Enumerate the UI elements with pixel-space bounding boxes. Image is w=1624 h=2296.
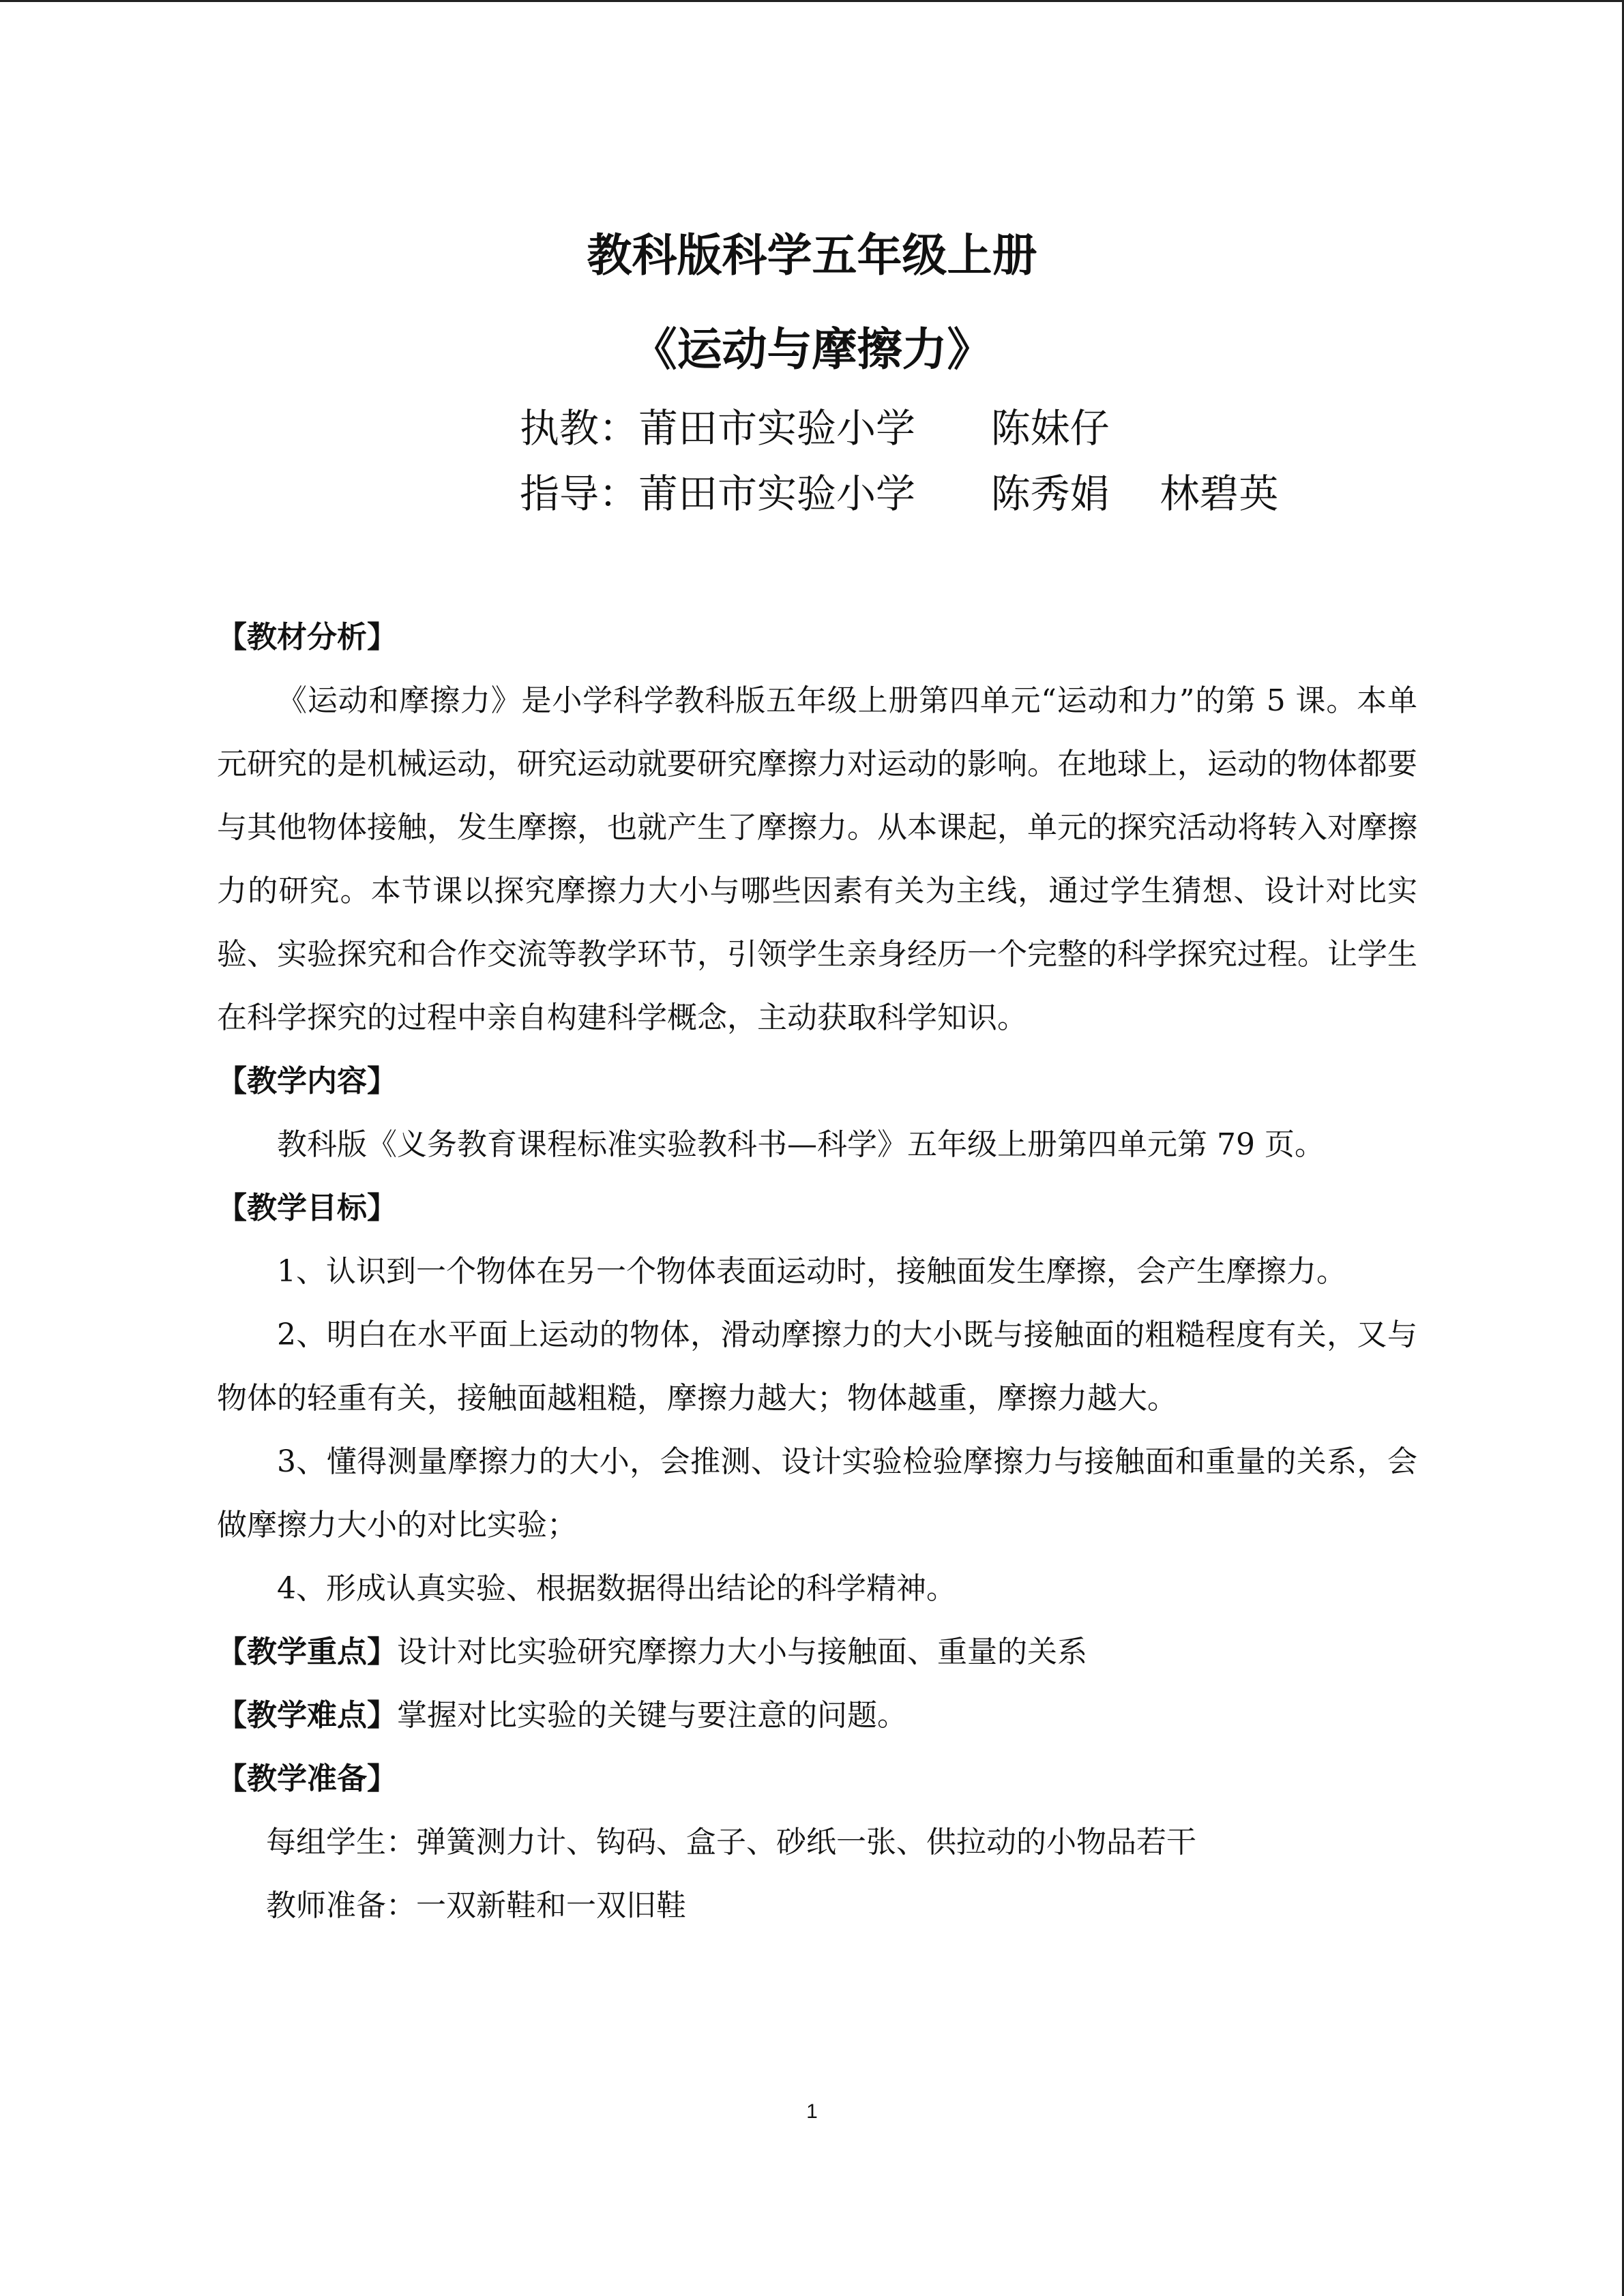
difficulty-text: 掌握对比实验的关键与要注意的问题。	[397, 1698, 907, 1733]
objective-item: 1、认识到一个物体在另一个物体表面运动时，接触面发生摩擦，会产生摩擦力。	[277, 1254, 1346, 1289]
analysis-paragraph: 《运动和摩擦力》是小学科学教科版五年级上册第四单元“运动和力”的第 5 课。本单元研究的是机械运动，研究运动就要研究摩擦力对运动的影响。在地球上，运动的物体都要与其他物体接触，发生摩擦，也就产生了摩擦力。从本课起，单元的探究活动将转入对摩擦力的研究。本节课以探究摩擦力大小与哪些因素有关为主线，通过学生猜想、设计对比实验、实验探究和合作交流等教学环节，引领学生亲身经历一个完整的科学探究过程。让学生在科学探究的过程中亲自构建科学概念，主动获取科学知识。	[217, 683, 1417, 1035]
content-paragraph: 教科版《义务教育课程标准实验教科书—科学》五年级上册第四单元第 79 页。	[277, 1127, 1325, 1162]
teacher-credit: 执教：莆田市实验小学 陈妹仔	[520, 405, 1110, 451]
preparation-item: 教师准备：一双新鞋和一双旧鞋	[266, 1888, 686, 1923]
difficulty-row	[217, 1684, 1417, 1747]
content-heading: 【教学内容】	[217, 1064, 397, 1099]
preparation-item: 每组学生：弹簧测力计、钩码、盒子、砂纸一张、供拉动的小物品若干	[266, 1825, 1196, 1860]
page-number: 1	[806, 2100, 818, 2123]
objective-item: 3、懂得测量摩擦力的大小，会推测、设计实验检验摩擦力与接触面和重量的关系，会做摩擦力大小的对比实验；	[217, 1444, 1417, 1542]
key-point-heading: 【教学重点】	[217, 1635, 397, 1669]
analysis-heading: 【教材分析】	[217, 620, 397, 655]
document-body	[217, 606, 1417, 1937]
key-point-text: 设计对比实验研究摩擦力大小与接触面、重量的关系	[397, 1635, 1087, 1669]
difficulty-heading: 【教学难点】	[217, 1698, 397, 1733]
objective-item: 2、明白在水平面上运动的物体，滑动摩擦力的大小既与接触面的粗糙程度有关，又与物体的轻重有关，接触面越粗糙，摩擦力越大；物体越重，摩擦力越大。	[217, 1317, 1417, 1416]
objective-item: 4、形成认真实验、根据数据得出结论的科学精神。	[277, 1571, 956, 1606]
lesson-title: 《运动与摩擦力》	[632, 323, 992, 376]
document-title: 教科版科学五年级上册	[587, 229, 1037, 282]
objectives-heading: 【教学目标】	[217, 1191, 397, 1225]
key-point-row	[217, 1620, 1417, 1684]
preparation-heading: 【教学准备】	[217, 1761, 397, 1796]
guide-credit: 指导：莆田市实验小学 陈秀娟 林碧英	[520, 471, 1279, 517]
